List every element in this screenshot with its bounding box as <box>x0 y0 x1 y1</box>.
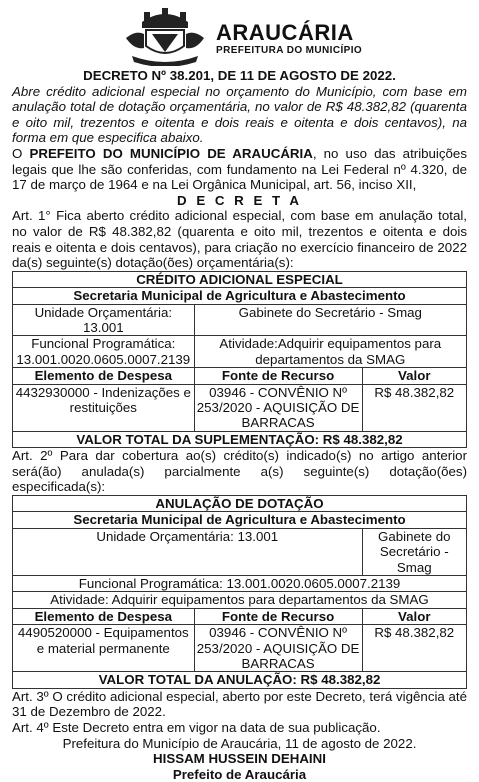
header <box>12 0 467 68</box>
article-2: Art. 2º Para dar cobertura ao(s) crédito(s) indicado(s) no artigo anterior será(ão) anulada(s) parcialmente a(s) seguinte(s) dotação(ões) especificada(s): <box>12 448 467 495</box>
intro-authority: PREFEITO DO MUNICÍPIO DE ARAUCÁRIA <box>29 145 313 161</box>
brand <box>216 22 362 56</box>
credit-funcional: Funcional Programática: 13.001.0020.0605.0007.2139 <box>13 336 195 368</box>
article-3: Art. 3º O crédito adicional especial, aberto por este Decreto, terá vigência até 31 de Dezembro de 2022. <box>12 688 467 720</box>
signer-name: HISSAM HUSSEIN DEHAINI <box>153 751 326 767</box>
brand-name: ARAUCÁRIA <box>216 20 354 45</box>
annul-atividade: Atividade: Adquirir equipamentos para departamentos da SMAG <box>13 592 467 608</box>
credit-col-elemento: Elemento de Despesa <box>13 368 195 384</box>
credit-row-fonte: 03946 - CONVÊNIO Nº 253/2020 - AQUISIÇÃO DE BARRACAS <box>194 384 362 431</box>
annul-row-valor: R$ 48.382,82 <box>362 625 466 672</box>
annul-unidade: Unidade Orçamentária: 13.001 <box>13 528 363 575</box>
annul-col-valor: Valor <box>362 608 466 624</box>
credit-row-valor: R$ 48.382,82 <box>362 384 466 431</box>
annul-col-fonte: Fonte de Recurso <box>194 608 362 624</box>
brand-subtitle: PREFEITURA DO MUNICÍPIO <box>216 45 363 56</box>
credit-table <box>12 271 467 448</box>
annul-row-elemento: 4490520000 - Equipamentos e material permanente <box>13 625 195 672</box>
credit-col-fonte: Fonte de Recurso <box>194 368 362 384</box>
annul-secretaria: Secretaria Municipal de Agricultura e Abastecimento <box>13 512 467 528</box>
decree-title: DECRETO Nº 38.201, DE 11 DE AGOSTO DE 2022. <box>83 68 396 83</box>
credit-atividade: Atividade:Adquirir equipamentos para departamentos da SMAG <box>194 336 466 368</box>
annul-col-elemento: Elemento de Despesa <box>13 608 195 624</box>
decree-intro <box>12 146 467 193</box>
credit-gabinete: Gabinete do Secretário - Smag <box>194 304 466 336</box>
closing-line: Prefeitura do Município de Araucária, 11 de agosto de 2022. <box>62 735 417 751</box>
intro-text: , no uso das atribuições legais que lhe são conferidas, com fundamento na Lei Federal nº 4.320, de 17 de março de 1964 e na Lei Orgânica Municipal, art. 56, inciso XII, <box>12 145 467 193</box>
credit-table-title: CRÉDITO ADICIONAL ESPECIAL <box>13 271 467 287</box>
credit-row-elemento: 4432930000 - Indenizações e restituições <box>13 384 195 431</box>
decree-summary: Abre crédito adicional especial no orçamento do Município, com base em anulação total de dotação orçamentária, no valor de R$ 48.382,82 (quarenta e oito mil, trezentos e oitenta e dois reais e oitenta e dois centavos), na forma em que especifica abaixo. <box>12 83 467 146</box>
credit-total: VALOR TOTAL DA SUPLEMENTAÇÃO: R$ 48.382,82 <box>13 431 467 447</box>
annul-total: VALOR TOTAL DA ANULAÇÃO: R$ 48.382,82 <box>13 672 467 688</box>
credit-unidade: Unidade Orçamentária: 13.001 <box>13 304 195 336</box>
intro-prefix: O <box>12 145 30 161</box>
credit-secretaria: Secretaria Municipal de Agricultura e Abastecimento <box>13 288 467 304</box>
annul-gabinete: Gabinete do Secretário - Smag <box>362 528 466 575</box>
annul-table <box>12 495 467 689</box>
credit-col-valor: Valor <box>362 368 466 384</box>
article-1: Art. 1° Fica aberto crédito adicional especial, com base em anulação total, no valor de R$ 48.382,82 (quarenta e oito mil, trezentos e oitenta e dois reais e oitenta e dois centavos), para criação no exercício financeiro de 2022 da(s) seguinte(s) dotação(ões) orçamentária(s): <box>12 208 467 271</box>
coat-of-arms-logo <box>122 8 208 66</box>
signer-role: Prefeito de Araucária <box>172 766 307 782</box>
annul-funcional: Funcional Programática: 13.001.0020.0605.0007.2139 <box>13 576 467 592</box>
decreta-heading: D E C R E T A <box>177 192 302 208</box>
article-4: Art. 4º Este Decreto entra em vigor na data de sua publicação. <box>12 720 381 736</box>
annul-table-title: ANULAÇÃO DE DOTAÇÃO <box>13 495 467 511</box>
annul-row-fonte: 03946 - CONVÊNIO Nº 253/2020 - AQUISIÇÃO DE BARRACAS <box>194 625 362 672</box>
